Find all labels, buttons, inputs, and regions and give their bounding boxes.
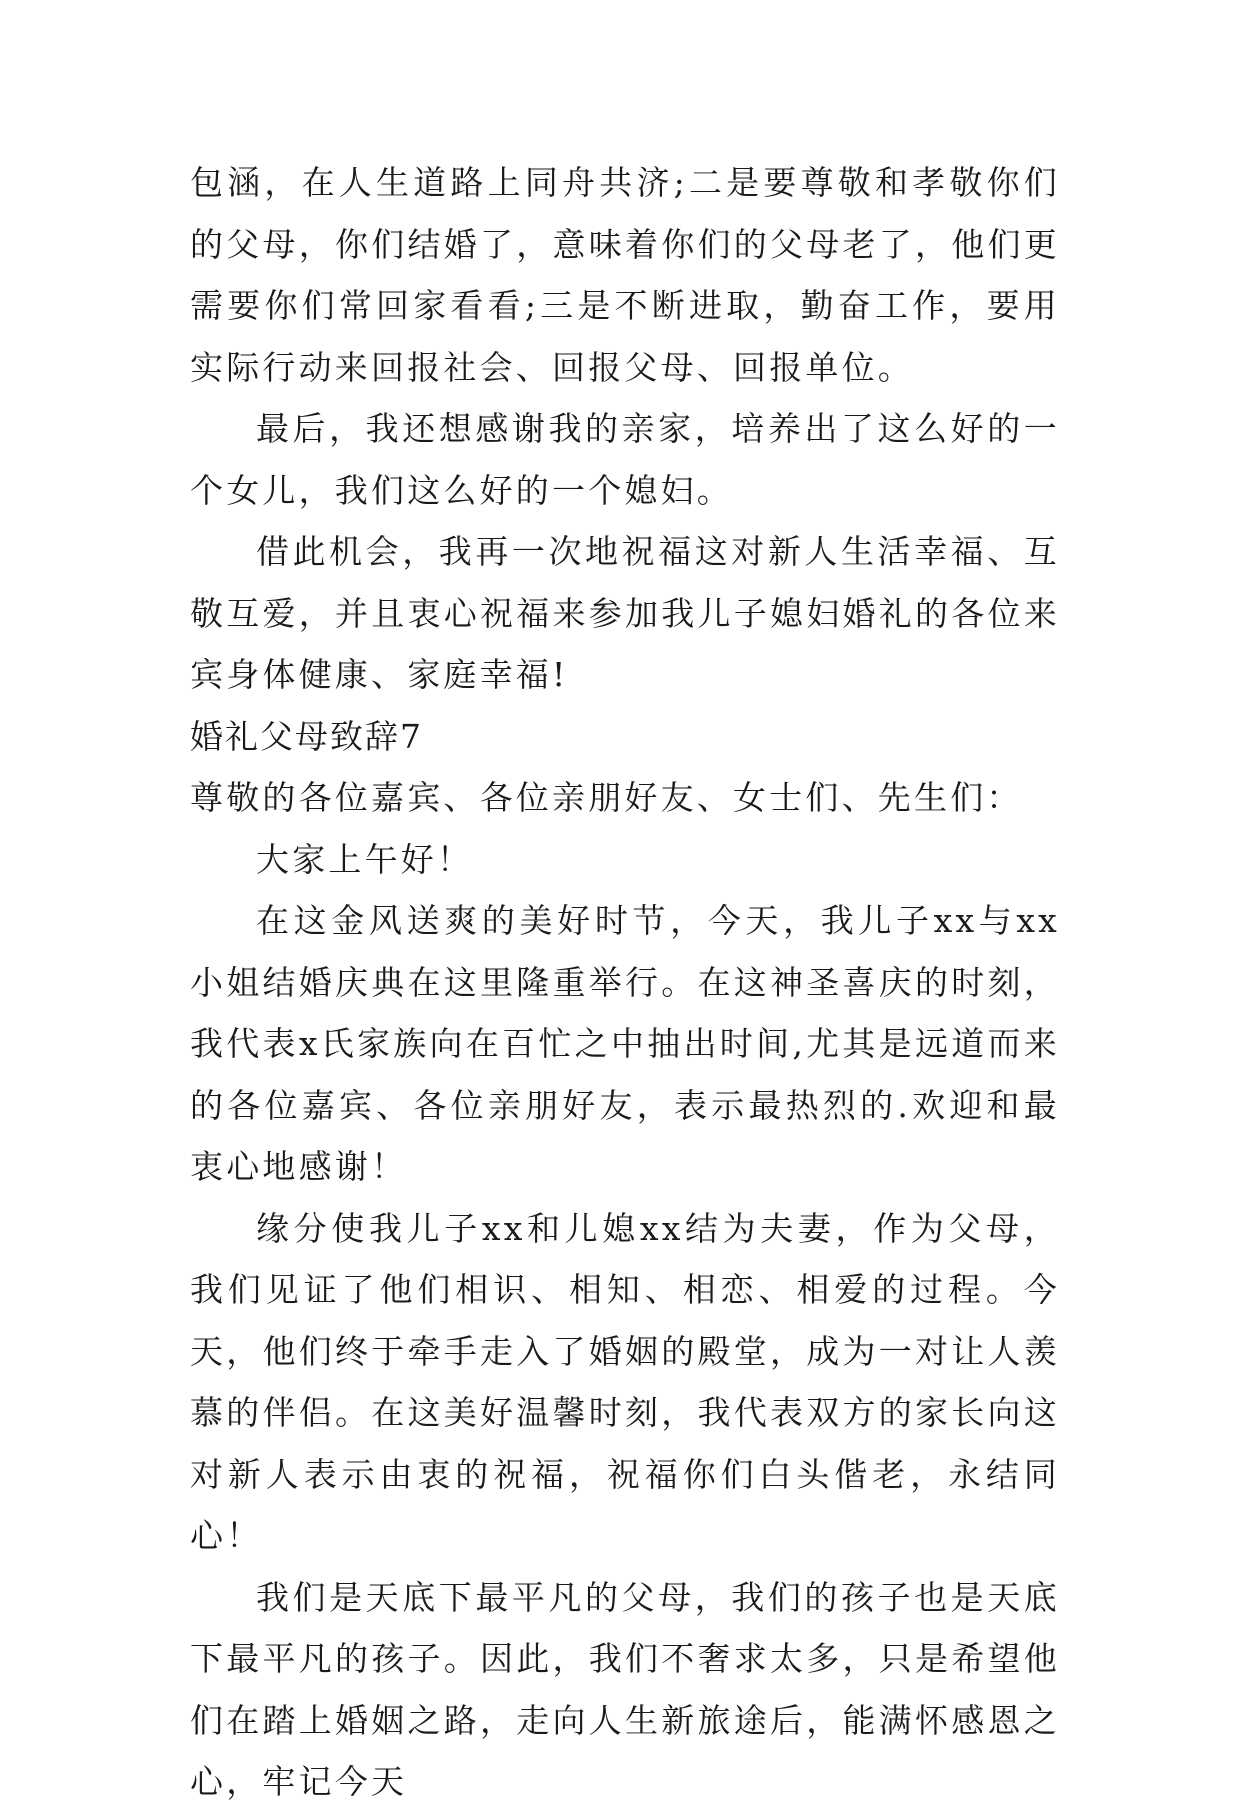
paragraph-blessing: 借此机会，我再一次地祝福这对新人生活幸福、互敬互爱，并且衷心祝福来参加我儿子媳妇婚礼的各位来宾身体健康、家庭幸福!	[190, 532, 1060, 694]
greeting: 大家上午好！	[256, 839, 474, 879]
paragraph-thanks-in-laws: 最后，我还想感谢我的亲家，培养出了这么好的一个女儿，我们这么好的一个媳妇。	[190, 409, 1060, 510]
paragraph-fate: 缘分使我儿子xx和儿媳xx结为夫妻，作为父母，我们见证了他们相识、相知、相恋、相爱的过程。今天，他们终于牵手走入了婚姻的殿堂，成为一对让人羡慕的伴侣。在这美好温馨时刻，我代表双方的家长向这对新人表示由衷的祝福，祝福你们白头偕老，永结同心！	[190, 1208, 1060, 1555]
salutation: 尊敬的各位嘉宾、各位亲朋好友、女士们、先生们：	[190, 778, 1023, 817]
paragraph-welcome: 在这金风送爽的美好时节，今天，我儿子xx与xx小姐结婚庆典在这里隆重举行。在这神圣喜庆的时刻，我代表x氏家族向在百忙之中抽出时间,尤其是远道而来的各位嘉宾、各位亲朋好友，表示最热烈的.欢迎和最衷心地感谢！	[190, 901, 1060, 1186]
paragraph-ordinary-parents: 我们是天底下最平凡的父母，我们的孩子也是天底下最平凡的孩子。因此，我们不奢求太多，只是希望他们在踏上婚姻之路，走向人生新旅途后，能满怀感恩之心，牢记今天	[190, 1577, 1060, 1801]
document-body	[190, 152, 1060, 1813]
section-heading: 婚礼父母致辞7	[190, 716, 423, 756]
paragraph-continuation: 包涵，在人生道路上同舟共济;二是要尊敬和孝敬你们的父母，你们结婚了，意味着你们的父母老了，他们更需要你们常回家看看;三是不断进取，勤奋工作，要用实际行动来回报社会、回报父母、回报单位。	[190, 163, 1060, 387]
